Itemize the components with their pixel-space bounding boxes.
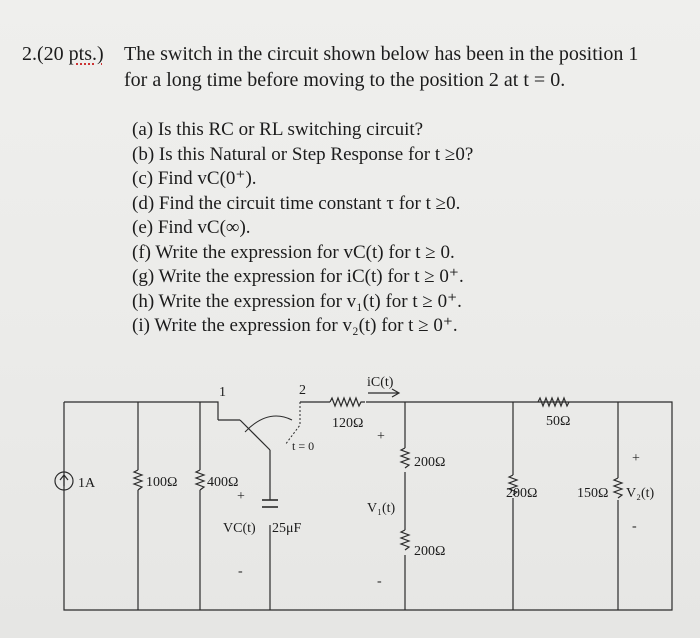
question-g: (g) Write the expression for iC(t) for t ≥ 0⁺. [132,266,464,287]
switch [218,383,314,453]
resistor-150 [577,478,622,501]
capacitor-minus: - [238,564,243,579]
ic-current-arrow [367,375,399,397]
switch-position-2: 2 [299,383,306,398]
question-b: (b) Is this Natural or Step Response for t ≥0? [132,143,474,165]
v2-minus: - [632,519,637,534]
problem-text-line-2: for a long time before moving to the position 2 at t = 0. [124,69,566,91]
pts-label: pts.) [68,43,104,65]
capacitor-voltage-label: VC(t) [223,521,256,536]
resistor-400-label: 400Ω [207,475,239,490]
current-source [55,472,96,491]
question-h: (h) Write the expression for v₁(t) for t ≥ 0⁺. [132,290,462,312]
v1-plus: + [377,429,385,444]
resistor-100 [134,470,177,490]
v2-label: V₂(t) [626,486,655,501]
switch-time-label: t = 0 [292,439,315,453]
resistor-200-top-label: 200Ω [414,455,446,470]
resistor-100-label: 100Ω [146,475,178,490]
v2-plus: + [632,451,640,466]
resistor-120-label: 120Ω [332,416,364,431]
ic-label: iC(t) [367,375,394,390]
resistor-200-bottom-label: 200Ω [414,544,446,559]
question-f: (f) Write the expression for vC(t) for t ≥ 0. [132,241,455,263]
v1-label: V₁(t) [367,501,396,516]
question-i: (i) Write the expression for v₂(t) for t ≥ 0⁺. [132,315,458,336]
resistor-120 [330,398,365,431]
resistor-200-top [401,448,445,470]
resistor-200-right [506,475,537,501]
capacitor [223,489,302,579]
switch-position-1: 1 [219,385,226,400]
resistor-400 [196,470,238,490]
problem-text-line-1: The switch in the circuit shown below has been in the position 1 [124,43,639,65]
resistor-200-bottom [401,530,445,559]
resistor-150-label: 150Ω [577,486,609,501]
question-e: (e) Find vC(∞). [132,217,251,238]
capacitor-plus: + [237,489,245,504]
v1-minus: - [377,574,382,589]
problem-number: 2.(20 pts.) [22,43,104,65]
question-a: (a) Is this RC or RL switching circuit? [132,119,424,140]
capacitor-value-label: 25μF [272,521,302,536]
resistor-50-label: 50Ω [546,414,571,429]
resistor-200-right-label: 200Ω [506,486,538,501]
question-d: (d) Find the circuit time constant τ for t ≥0. [132,192,461,214]
question-c: (c) Find vC(0⁺). [132,168,257,189]
resistor-50 [538,398,570,429]
source-label: 1A [78,476,96,491]
